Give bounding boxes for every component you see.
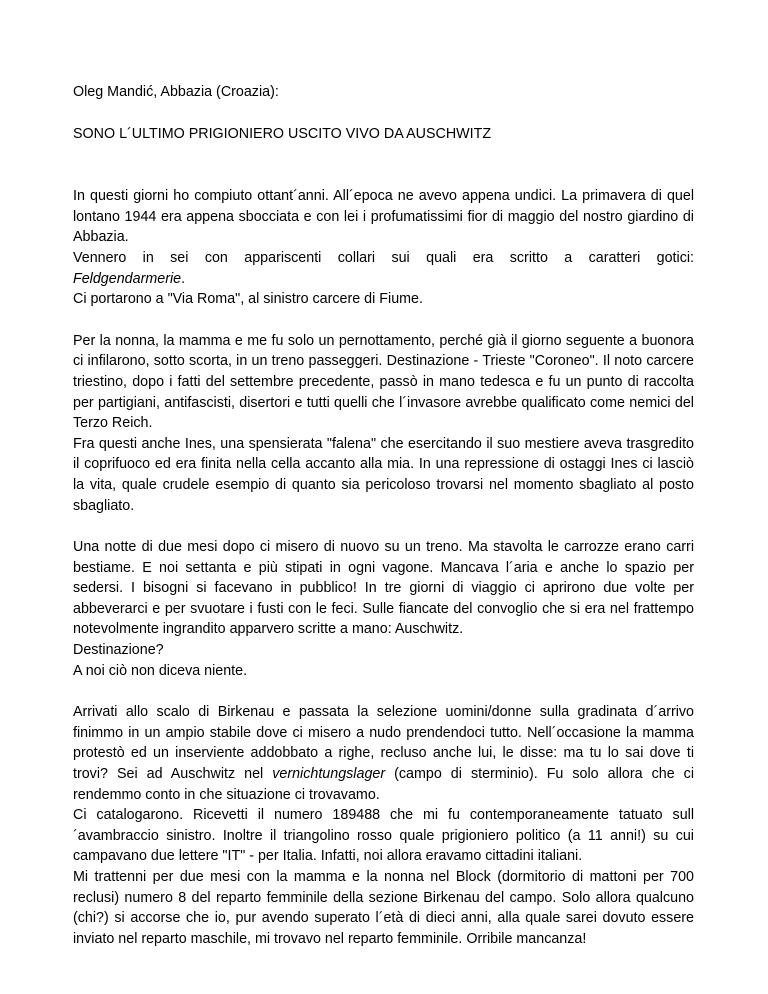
document-page (73, 82, 694, 949)
paragraph-4-text: Arrivati allo scalo di Birkenau e passata la selezione uomini/donne sulla gradinata d´arrivo finimmo in un ampio stabile dove ci misero a nudo prendendoci tutto. Nell´occasione la mamma protestò ed un inserviente addobbato a righe, recluso anche lui, le disse: ma tu lo sai dove ti trovi? Sei ad Auschwitz nel (73, 704, 694, 783)
spacer (73, 103, 694, 124)
paragraph-4-sentence-b: Ci catalogarono. Ricevetti il numero 189488 che mi fu contemporaneamente tatuato sull´avambraccio sinistro. Inoltre il triangolino rosso quale prigioniero politico (a 11 anni!) su cui campavano due lettere "IT" - per Italia. Infatti, noi allora eravamo cittadini italiani. (73, 807, 694, 865)
spacer (73, 516, 694, 537)
author-line: Oleg Mandić, Abbazia (Croazia): (73, 84, 279, 100)
paragraph-3-sentence-a: Una notte di due mesi dopo ci misero di nuovo su un treno. Ma stavolta le carrozze erano carri bestiame. E noi settanta e più stipati in ogni vagone. Mancava l´aria e anche lo spazio per sedersi. I bisogni si facevano in pubblico! In tre giorni di viaggio ci aprirono due volte per abbeverarci e per svuotare i fusti con le feci. Sulle fiancate del convoglio che si era nel frattempo notevolmente ingrandito apparvero scritte a mano: Auschwitz. (73, 539, 694, 638)
spacer (73, 310, 694, 331)
paragraph-4-sentence-a (73, 702, 694, 805)
paragraph-1-italic-line (73, 269, 694, 290)
spacer (73, 144, 694, 186)
spacer (73, 681, 694, 702)
paragraph-3-sentence-c: A noi ciò non diceva niente. (73, 662, 248, 679)
paragraph-4-text-end: (campo di sterminio). Fu solo allora che ci rendemmo conto in che situazione ci trovavamo. (73, 766, 694, 803)
vernichtungslager-term: vernichtungslager (272, 766, 386, 783)
punctuation: . (181, 270, 186, 287)
document-title: SONO L´ULTIMO PRIGIONIERO USCITO VIVO DA AUSCHWITZ (73, 125, 492, 142)
paragraph-1-sentence-c: Ci portarono a "Via Roma", al sinistro carcere di Fiume. (73, 291, 423, 308)
paragraph-4-sentence-c: Mi trattenni per due mesi con la mamma e la nonna nel Block (dormitorio di mattoni per 700 reclusi) numero 8 del reparto femminile della sezione Birkenau del campo. Solo allora qualcuno (chi?) si accorse che io, pur avendo superato l´età di dieci anni, alla quale sarei dovuto essere inviato nel reparto maschile, mi trovavo nel reparto femminile. Orribile mancanza! (73, 869, 694, 947)
paragraph-1-sentence-a: In questi giorni ho compiuto ottant´anni. All´epoca ne avevo appena undici. La primavera di quel lontano 1944 era appena sbocciata e con lei i profumatissimi fior di maggio del nostro giardino di Abbazia. (73, 188, 694, 246)
paragraph-1-text: Vennero in sei con appariscenti collari sui quali era scritto a caratteri gotici: (73, 249, 694, 266)
paragraph-3-sentence-b: Destinazione? (73, 642, 164, 659)
paragraph-2-sentence-b: Fra questi anche Ines, una spensierata "falena" che esercitando il suo mestiere aveva trasgredito il coprifuoco ed era finita nella cella accanto alla mia. In una repressione di ostaggi Ines ci lasciò la vita, quale crudele esempio di quanto sia pericoloso trovarsi nel momento sbagliato al posto sbagliato. (73, 435, 694, 514)
paragraph-2-sentence-a: Per la nonna, la mamma e me fu solo un pernottamento, perché già il giorno seguente a buonora ci infilarono, sotto scorta, in un treno passeggeri. Destinazione - Trieste "Coroneo". Il noto carcere triestino, dopo i fatti del settembre precedente, passò in mano tedesca e fu un punto di raccolta per partigiani, antifascisti, disertori e tutti quelli che l´invasore avrebbe qualificato come nemici del Terzo Reich. (73, 332, 694, 432)
paragraph-1-sentence-b (73, 248, 694, 269)
feldgendarmerie-term: Feldgendarmerie (73, 270, 182, 287)
